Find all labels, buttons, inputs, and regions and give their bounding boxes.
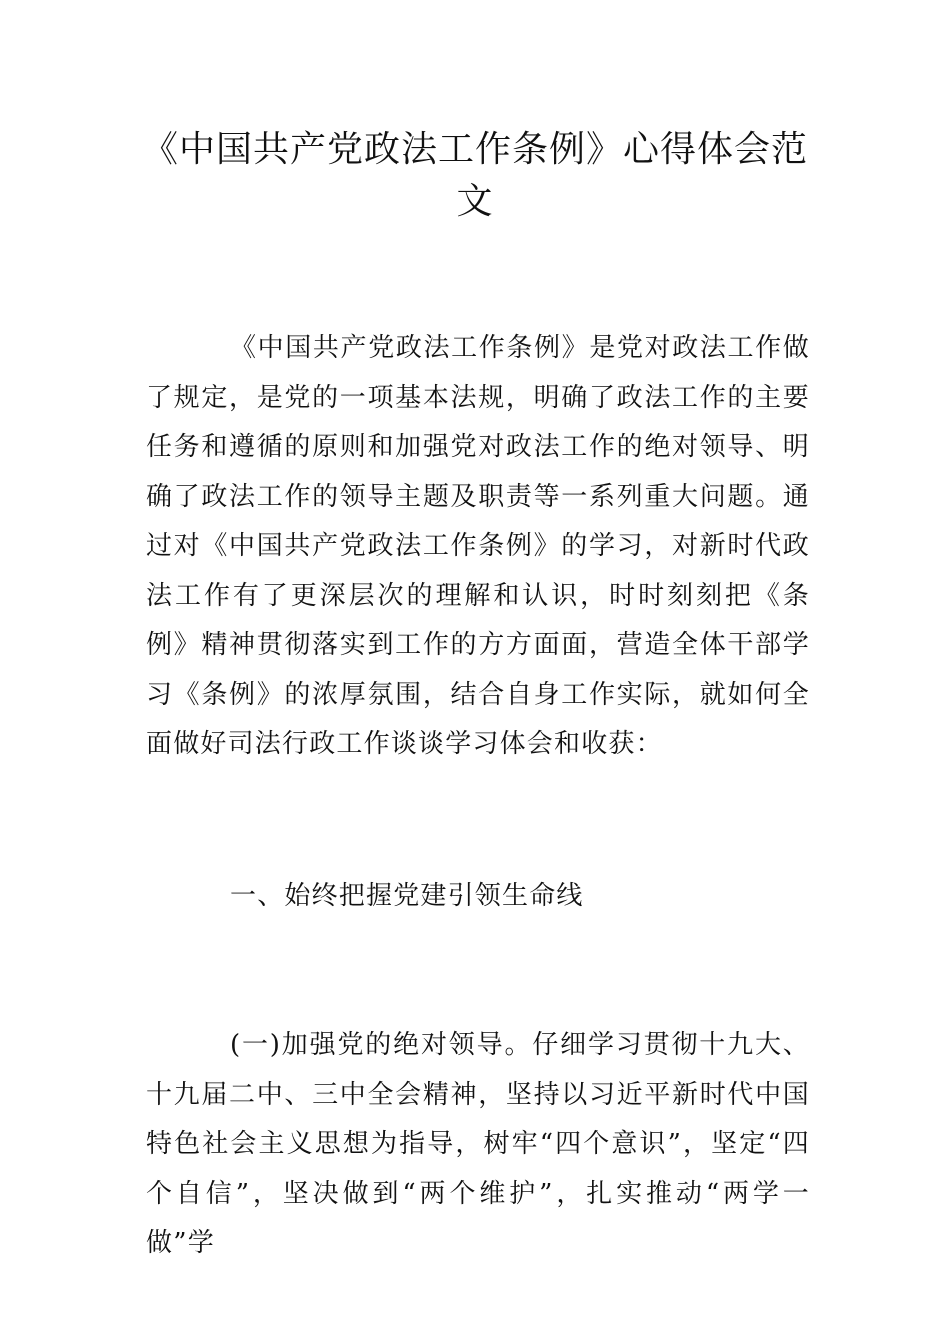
intro-paragraph: 《中国共产党政法工作条例》是党对政法工作做了规定，是党的一项基本法规，明确了政法工作的主要任务和遵循的原则和加强党对政法工作的绝对领导、明确了政法工作的领导主题及职责等一系列重大问题。通过对《中国共产党政法工作条例》的学习，对新时代政法工作有了更深层次的理解和认识，时时刻刻把《条例》精神贯彻落实到工作的方方面面，营造全体干部学习《条例》的浓厚氛围，结合自身工作实际，就如何全面做好司法行政工作谈谈学习体会和收获： [146, 333, 810, 759]
section-1-paragraph: (一)加强党的绝对领导。仔细学习贯彻十九大、十九届二中、三中全会精神，坚持以习近平新时代中国特色社会主义思想为指导，树牢“四个意识”，坚定“四个自信”，坚决做到“两个维护”，扎实推动“两学一做”学 [146, 1030, 810, 1258]
document-title [140, 124, 810, 228]
title-line-2: 文 [456, 181, 494, 222]
title-line-1: 《中国共产党政法工作条例》心得体会范 [141, 129, 808, 170]
section-heading-1: 一、始终把握党建引领生命线 [230, 881, 584, 911]
